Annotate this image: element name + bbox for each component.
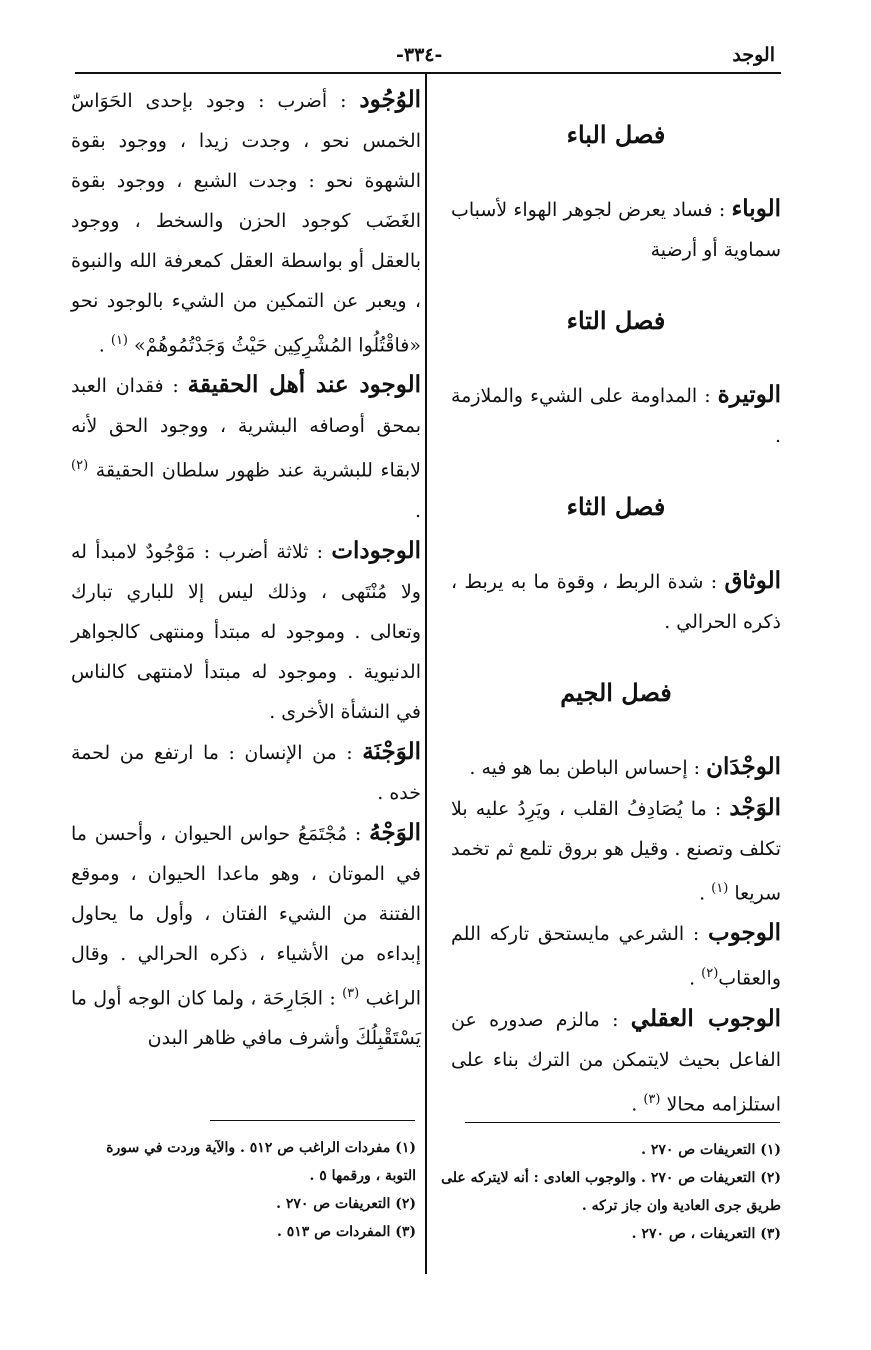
footnote: (٢) التعريفات ص ٢٧٠ . (276, 1196, 416, 1212)
definition: : مالزم صدوره عن الفاعل بحيث لايتمكن من الترك بناء على استلزامه محالا (451, 1008, 781, 1115)
footnote: (٣) التعريفات ، ص ٢٧٠ . (631, 1226, 781, 1242)
entry-wujub: الوجوب : الشرعي مايستحق تاركه اللم والعقاب$^{(٢)}$ . (451, 919, 781, 990)
footnote-ref: (٣) (643, 1091, 661, 1107)
running-header: الوجد (732, 44, 775, 66)
entry-wujud-haqiqa: الوجود عند أهل الحقيقة : فقدان العبد بمحق أوصافه البشرية ، ووجود الحق لأنه لابقاء للبشرية عند ظهور سلطان الحقيقة $^{(٢)}$ . (71, 371, 421, 522)
term: الوجودات (331, 536, 421, 564)
entry-wajna (71, 732, 421, 813)
term: الوَجْنَة (362, 737, 421, 765)
section-title-tha: فصل الثاء (566, 492, 666, 521)
footnote: (٢) التعريفات ص ٢٧٠ . والوجوب العادى : أنه لايتركه على طريق جرى العادية وان جاز تركه . (441, 1170, 781, 1214)
definition: : فقدان العبد بمحق أوصافه البشرية ، ووجود الحق لأنه لابقاء للبشرية عند ظهور سلطان الحقيقة (71, 375, 421, 482)
footnotes-right (441, 1136, 781, 1248)
entry-withaq (451, 561, 781, 642)
term: الوَجْهُ (369, 818, 421, 846)
section-title-ta: فصل التاء (566, 306, 666, 335)
column-divider (425, 74, 427, 1274)
term: الوَجْد (729, 794, 781, 821)
term: الوجوب (707, 919, 781, 947)
section-title-ba: فصل الباء (566, 120, 666, 149)
footnote-rule-left (210, 1120, 415, 1121)
footnote-ref: (٣) (342, 985, 360, 1001)
footnote-ref: (١) (110, 333, 128, 348)
definition: : المداومة على الشيء والملازمة . (451, 385, 781, 447)
section-title-jim: فصل الجيم (560, 678, 672, 707)
entry-wabaa (451, 189, 781, 270)
entry-wujudat (71, 531, 421, 732)
term: الوباء (731, 195, 781, 222)
term: الوجود عند أهل الحقيقة (187, 371, 421, 399)
definition: : شدة الربط ، وقوة ما به يربط ، ذكره الحرالي . (451, 571, 781, 633)
footnote: (١) التعريفات ص ٢٧٠ . (641, 1142, 781, 1158)
definition: : ثلاثة أضرب : مَوْجُودٌ لامبدأ له ولا مُنْتَهى ، وذلك ليس إلا للباري تبارك وتعالى . وموجود له مبتدأ ومنتهى كالجواهر الدنيوية . وموجود له مبتدأ لامنتهى كالناس في النشأة الأخرى . (71, 540, 421, 723)
right-column (451, 80, 781, 1124)
definition: : فساد يعرض لجوهر الهواء لأسباب سماوية أو أرضية (451, 199, 781, 261)
entry-wujud: الوُجُود : أضرب : وجود بإحدى الحَوَاسّ الخمس نحو ، وجدت زيدا ، ووجود بقوة الشهوة نحو : وجدت الشبع ، ووجود بقوة الغَضَب كوجود الحزن والسخط ، ووجود بالعقل أو بواسطة العقل كمعرفة الله والنبوة ، ويعبر عن التمكين من الشيء بالوجود نحو «فاقْتُلُوا المُشْرِكِين حَيْثُ وَجَدْتُمُوهُمْ» $^{(١)}$ . (71, 86, 421, 357)
term: الوتيرة (717, 381, 781, 408)
term: الوجْدَان (706, 753, 781, 780)
left-column (71, 80, 421, 1058)
term: الوُجُود (359, 86, 421, 113)
definition: : من الإنسان : ما ارتفع من لحمة خده . (71, 741, 421, 804)
footnote-ref: (٢) (71, 458, 89, 474)
entry-wajd: الوَجْد : ما يُصَادِفُ القلب ، ويَرِدُ عليه بلا تكلف وتصنع . وقيل هو بروق تلمع ثم تخمد سريعا $^{(١)}$ . (451, 794, 781, 905)
definition-continued: : الجَارِحَة ، ولما كان الوجه أول ما يَسْتَقْبِلُكَ وأشرف مافي ظاهر البدن (71, 986, 421, 1049)
definition: : إحساس الباطن بما هو فيه . (469, 757, 701, 779)
term: الوثاق (724, 567, 781, 594)
entry-watira (451, 375, 781, 456)
header-rule (75, 72, 781, 74)
definition: : مُجْتَمَعُ حواس الحيوان ، وأحسن ما في الموتان ، وهو ماعدا الحيوان ، وموقع الفتنة من الشيء الفتان ، وأول ما يحاول إبداءه من الأشياء ، ذكره الحرالي . وقال الراغب (71, 822, 421, 1009)
definition: : ما يُصَادِفُ القلب ، ويَرِدُ عليه بلا تكلف وتصنع . وقيل هو بروق تلمع ثم تخمد سريعا (451, 798, 781, 905)
page-number: -٣٣٤- (396, 44, 443, 66)
footnote-rule-right (465, 1122, 780, 1123)
definition: : أضرب : وجود بإحدى الحَوَاسّ الخمس نحو ، وجدت زيدا ، ووجود بقوة الشهوة نحو : وجدت الشبع ، ووجود بقوة الغَضَب كوجود الحزن والسخط ، ووجود بالعقل أو بواسطة العقل كمعرفة الله والنبوة ، ويعبر عن التمكين من الشيء بالوجود نحو «فاقْتُلُوا المُشْرِكِين حَيْثُ وَجَدْتُمُوهُمْ» (71, 90, 421, 357)
definition: : الشرعي مايستحق تاركه اللم والعقاب (451, 923, 781, 990)
footnote: (٣) المفردات ص ٥١٣ . (277, 1224, 416, 1240)
footnote-ref: (٢) (701, 966, 719, 982)
term: الوجوب العقلي (630, 1004, 782, 1032)
entry-wujub-aqli: الوجوب العقلي : مالزم صدوره عن الفاعل بحيث لايتمكن من الترك بناء على استلزامه محالا $^{(٣)}$ . (451, 1004, 782, 1115)
entry-wajh (71, 813, 421, 1058)
entry-wijdan (451, 747, 781, 788)
footnote: (١) مفردات الراغب ص ٥١٢ . والآية وردت في سورة التوبة ، ورقمها ٥ . (106, 1140, 416, 1184)
footnotes-left (71, 1134, 416, 1246)
footnote-ref: (١) (711, 881, 729, 896)
